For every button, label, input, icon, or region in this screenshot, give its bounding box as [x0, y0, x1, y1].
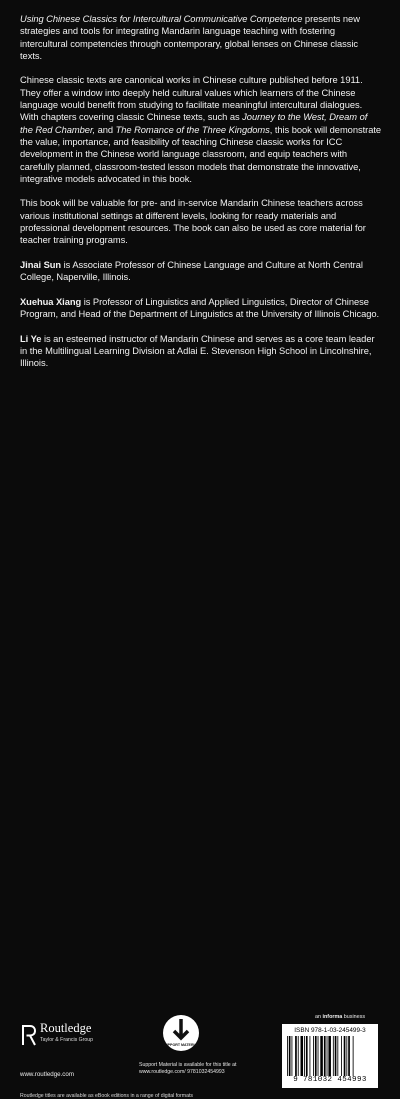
barcode-bar — [295, 1036, 297, 1076]
barcode-bar — [348, 1036, 350, 1076]
author-bio-3 — [20, 333, 382, 370]
barcode-bar — [328, 1036, 331, 1076]
support-url: www.routledge.com/ 9781032454993 — [139, 1068, 225, 1075]
author-bio-text: is an esteemed instructor of Mandarin Chinese and serves as a core team leader in the Multilingual Learning Division at Adlai E. Stevenson High School in Lincolnshire, Illinois. — [20, 333, 375, 369]
support-line: Support Material is available for this title at — [139, 1062, 237, 1068]
blurb-text: , this book will demonstrate the value, importance, and feasibility of teaching Chinese classic works for ICC development in the Chinese world language classroom, and equip teachers with carefully planned, classroom-tested lesson models that demonstrate the innovative, integrative models advocated in this book. — [20, 124, 382, 184]
author-name: Xuehua Xiang — [20, 296, 82, 307]
barcode-bar — [333, 1036, 334, 1076]
publisher-name: Routledge — [40, 1021, 92, 1035]
barcode-icon — [286, 1036, 374, 1076]
barcode-bar — [315, 1036, 317, 1076]
blurb-paragraph-2 — [20, 74, 382, 185]
barcode-bar — [327, 1036, 328, 1076]
barcode-bar — [337, 1036, 338, 1076]
barcode-bar — [346, 1036, 347, 1076]
support-material-text — [139, 1062, 269, 1075]
routledge-r-icon — [20, 1023, 37, 1047]
isbn: ISBN 978-1-03-245499-3 — [294, 1027, 366, 1034]
barcode-bar — [298, 1036, 299, 1076]
barcode-number: 9 781032 454993 — [293, 1076, 367, 1084]
blurb-text: Chinese classic texts are canonical works in Chinese culture published before 1911. They offer a window into deeply held cultural values which learners of the Chinese language would benefit from studying to facilitate meaningful intercultural dialogues. With chapters covering classic Chinese texts, such as — [20, 75, 363, 123]
informa-prefix: an — [315, 1014, 323, 1020]
support-icon-label: SUPPORT MATERIAL — [162, 1043, 200, 1047]
barcode-bar — [313, 1036, 314, 1076]
barcode-bar — [289, 1036, 291, 1076]
barcode-bar — [304, 1036, 305, 1076]
blurb-paragraph-1 — [20, 13, 382, 62]
back-cover-text — [20, 13, 382, 382]
author-bio-text: is Associate Professor of Chinese Language and Culture at North Central College, Naperville, Illinois. — [20, 259, 363, 283]
routledge-logo — [20, 1019, 100, 1059]
blurb-paragraph-3: This book will be valuable for pre- and in-service Mandarin Chinese teachers across various institutional settings at different levels, looking for ready materials and professional development resources. The book can also be used as core material for teacher training programs. — [20, 198, 366, 246]
barcode-bar — [335, 1036, 337, 1076]
publisher-url: www.routledge.com — [20, 1071, 74, 1078]
barcode-bar — [353, 1036, 354, 1076]
classic-titles: Journey to the West, Dream of the Red Chamber, — [20, 112, 368, 135]
book-title: Using Chinese Classics for Intercultural Communicative Competence — [20, 14, 303, 24]
classic-title: The Romance of the Three Kingdoms — [115, 124, 270, 135]
author-bio-text: is Professor of Linguistics and Applied Linguistics, Director of Chinese Program, and Head of the Department of Linguistics at the University of Illinois Chicago. — [20, 296, 380, 320]
blurb-text: presents new strategies and tools for integrating Mandarin language teaching with fostering intercultural competencies through contemporary, global lenses on Chinese classic texts. — [20, 14, 360, 61]
support-material-icon — [161, 1013, 201, 1053]
isbn-barcode-box — [282, 1024, 378, 1088]
cover-footer — [0, 505, 400, 1099]
barcode-bar — [318, 1036, 319, 1076]
barcode-bar — [310, 1036, 311, 1076]
blurb-text: and — [95, 124, 116, 135]
barcode-bar — [301, 1036, 304, 1076]
barcode-bar — [292, 1036, 293, 1076]
author-bio-2 — [20, 296, 382, 321]
author-name: Li Ye — [20, 333, 42, 344]
informa-business-label — [315, 1014, 365, 1020]
barcode-bar — [341, 1036, 342, 1076]
barcode-bar — [344, 1036, 346, 1076]
informa-brand: informa — [322, 1014, 343, 1020]
informa-suffix: business — [342, 1014, 366, 1020]
ebook-note: Routledge titles are available as eBook editions in a range of digital formats — [20, 1093, 194, 1099]
barcode-bar — [306, 1036, 308, 1076]
author-bio-1 — [20, 259, 382, 284]
author-name: Jinai Sun — [20, 259, 62, 270]
barcode-bar — [324, 1036, 326, 1076]
publisher-group: Taylor & Francis Group — [40, 1037, 94, 1043]
barcode-bar — [287, 1036, 288, 1076]
barcode-bar — [320, 1036, 323, 1076]
